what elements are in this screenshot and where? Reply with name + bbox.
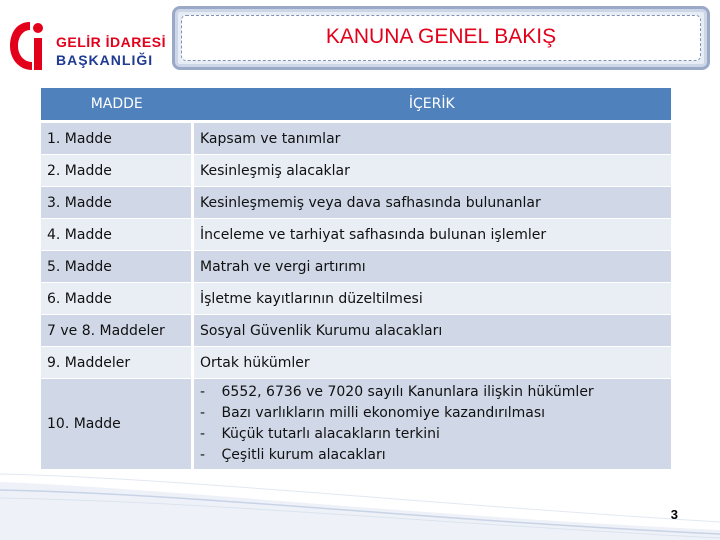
logo-text-line2: BAŞKANLIĞI: [56, 52, 154, 68]
page-number: 3: [670, 507, 678, 522]
icerik-bullet-list: [200, 382, 665, 466]
logo-text-line1: GELİR İDARESİ: [56, 34, 166, 50]
icerik-cell: Ortak hükümler: [193, 347, 672, 379]
madde-cell: 5. Madde: [41, 251, 193, 283]
list-item: - Çeşitli kurum alacakları: [200, 445, 665, 466]
table-row: [41, 379, 671, 470]
icerik-cell: Matrah ve vergi artırımı: [193, 251, 672, 283]
gib-logo: [8, 14, 168, 74]
icerik-cell: İnceleme ve tarhiyat safhasında bulunan işlemler: [193, 219, 672, 251]
list-item: - Bazı varlıkların milli ekonomiye kazandırılması: [200, 403, 665, 424]
title-banner: [172, 6, 710, 70]
icerik-cell: [193, 379, 672, 470]
madde-cell: 4. Madde: [41, 219, 193, 251]
madde-cell: 7 ve 8. Maddeler: [41, 315, 193, 347]
gib-logo-mark-icon: [8, 18, 50, 72]
table-row: [41, 251, 671, 283]
table-row: [41, 155, 671, 187]
header-madde: MADDE: [41, 88, 193, 122]
table-row: [41, 315, 671, 347]
icerik-cell: Kesinleşmiş alacaklar: [193, 155, 672, 187]
table-row: [41, 219, 671, 251]
list-item: - Küçük tutarlı alacakların terkini: [200, 424, 665, 445]
table-row: [41, 187, 671, 219]
table-header-row: [41, 88, 671, 122]
madde-cell: 10. Madde: [41, 379, 193, 470]
madde-cell: 9. Maddeler: [41, 347, 193, 379]
icerik-cell: Sosyal Güvenlik Kurumu alacakları: [193, 315, 672, 347]
table-row: [41, 122, 671, 155]
icerik-cell: İşletme kayıtlarının düzeltilmesi: [193, 283, 672, 315]
table-row: [41, 347, 671, 379]
madde-cell: 1. Madde: [41, 122, 193, 155]
table-row: [41, 283, 671, 315]
list-item: - 6552, 6736 ve 7020 sayılı Kanunlara ilişkin hükümler: [200, 382, 665, 403]
icerik-cell: Kapsam ve tanımlar: [193, 122, 672, 155]
madde-cell: 3. Madde: [41, 187, 193, 219]
law-overview-table: [41, 88, 671, 470]
decorative-swoosh: [0, 460, 720, 540]
madde-cell: 2. Madde: [41, 155, 193, 187]
madde-cell: 6. Madde: [41, 283, 193, 315]
icerik-cell: Kesinleşmemiş veya dava safhasında bulunanlar: [193, 187, 672, 219]
header-icerik: İÇERİK: [193, 88, 672, 122]
page-title: KANUNA GENEL BAKIŞ: [325, 25, 557, 48]
